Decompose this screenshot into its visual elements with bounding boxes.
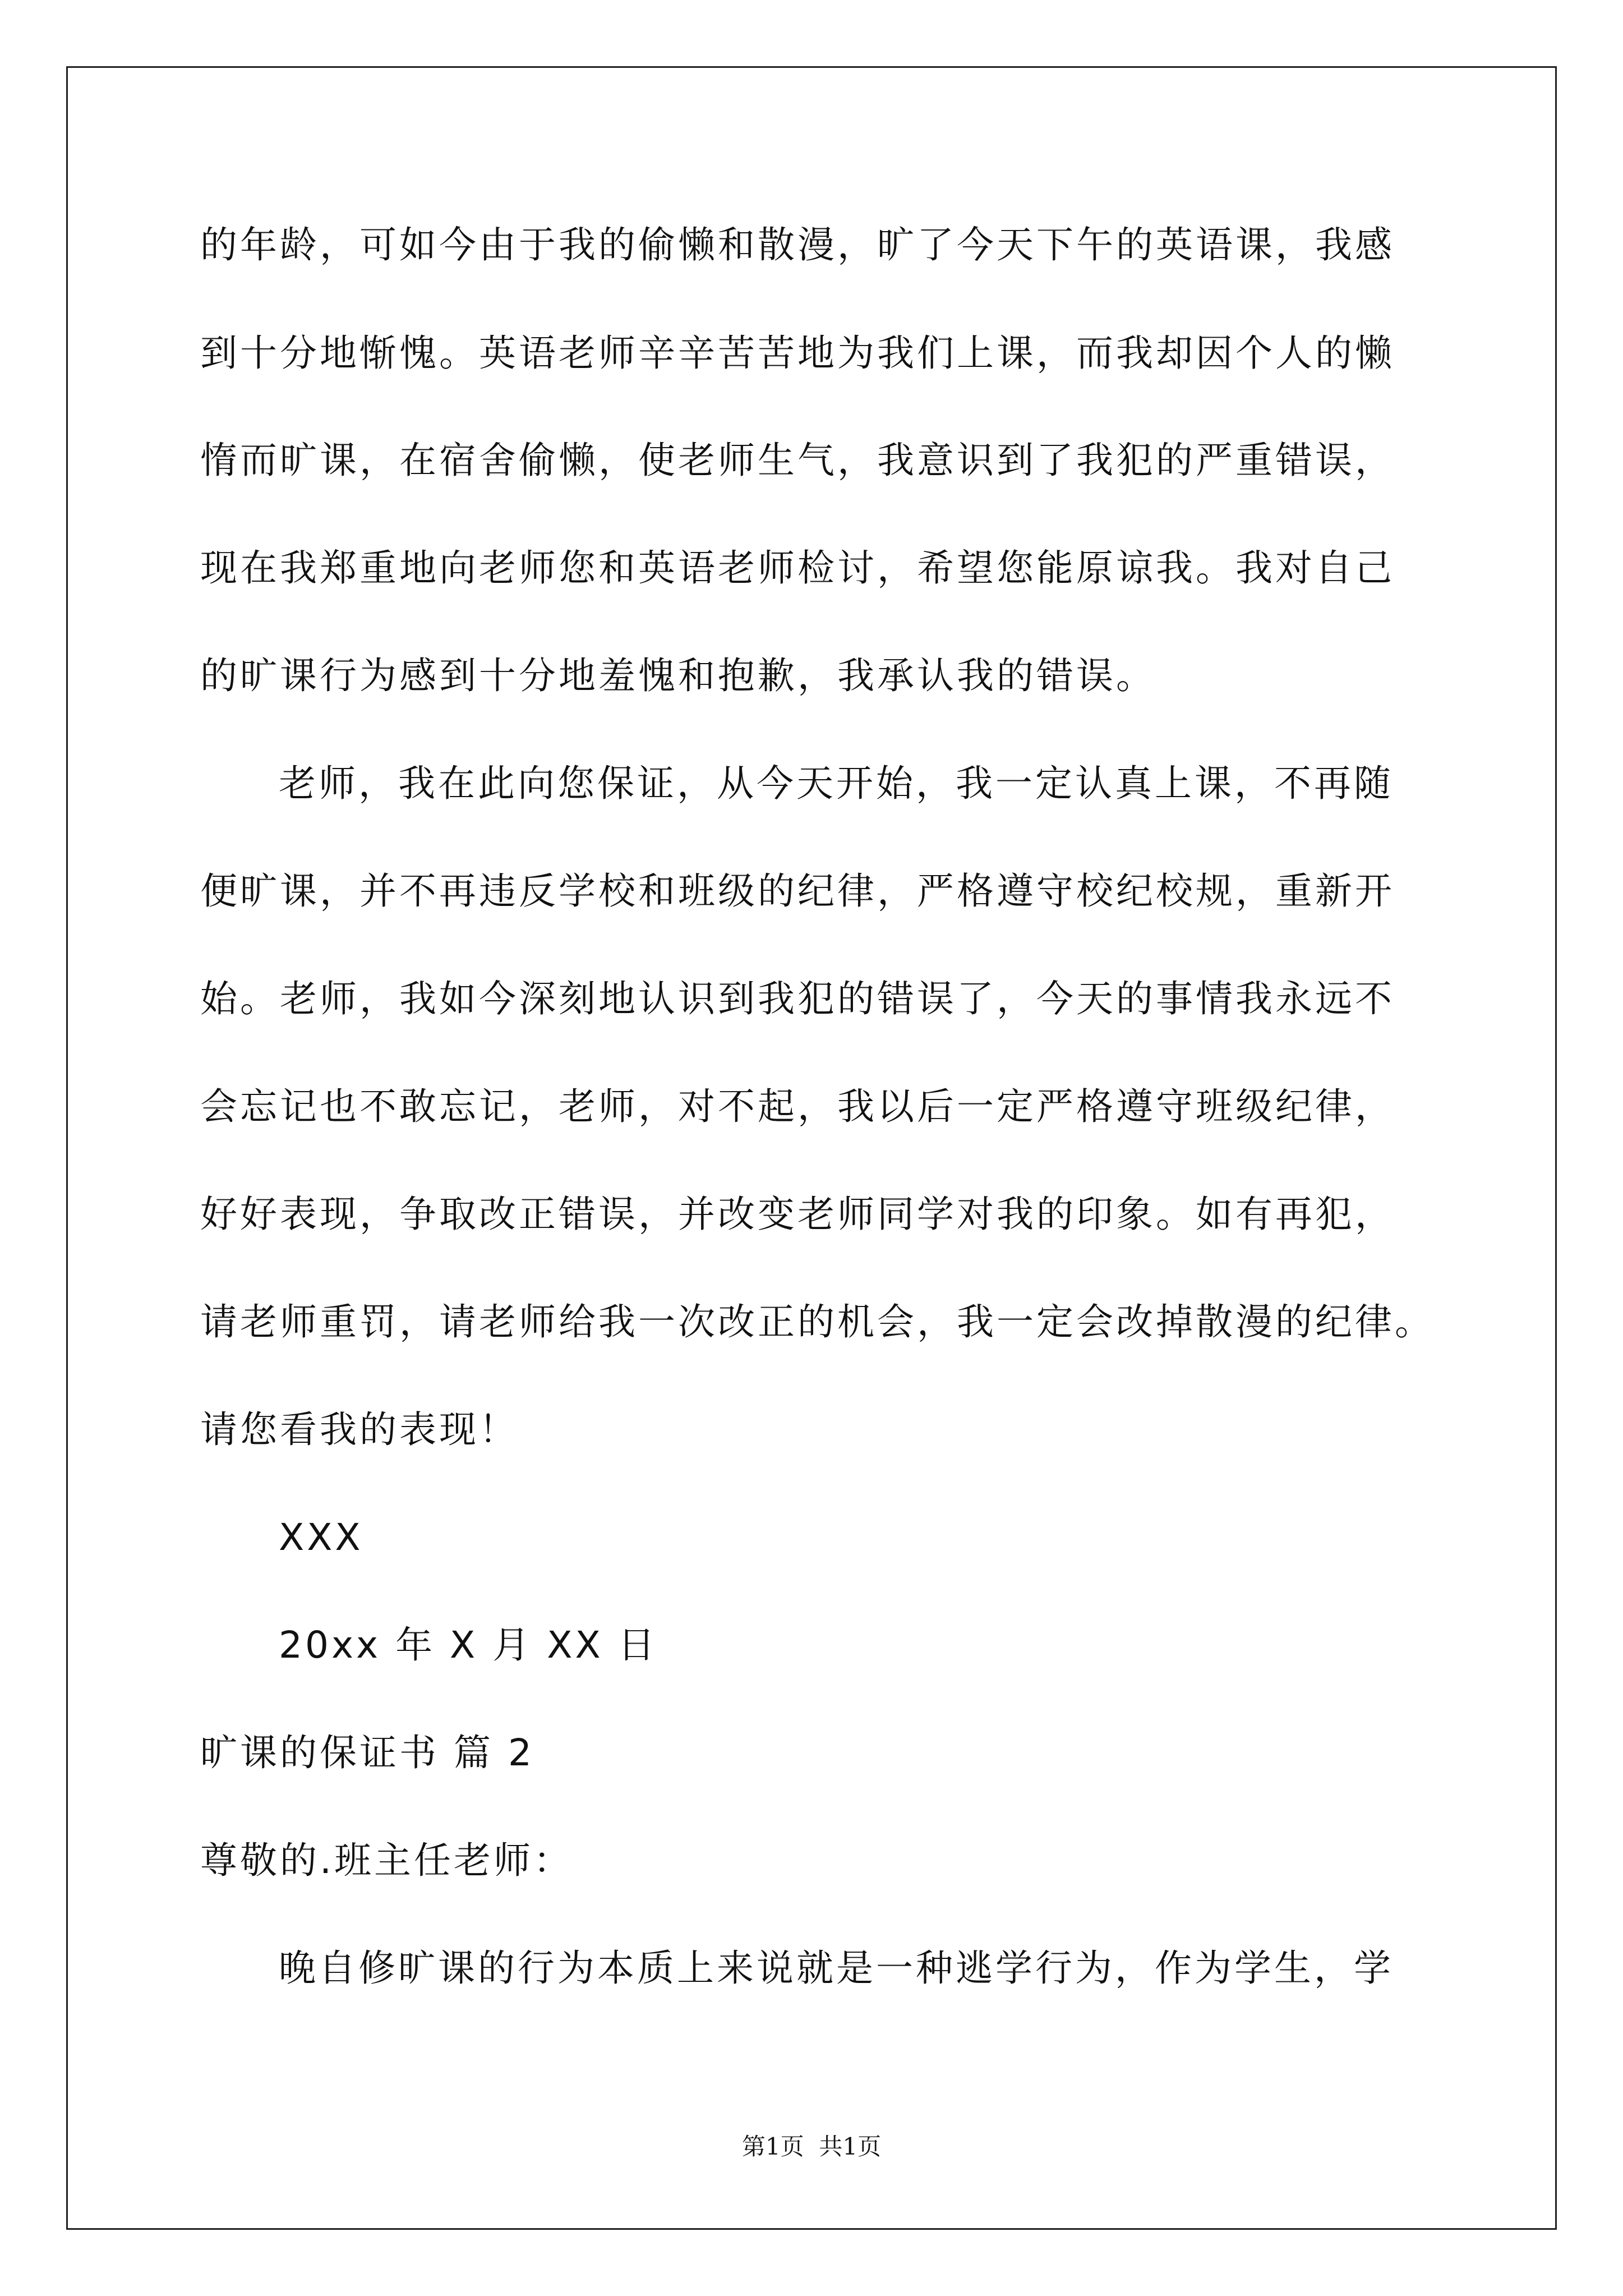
text-line: 请您看我的表现！ [200,1408,519,1451]
page-border [66,66,1557,2230]
paragraph-start-line: 老师，我在此向您保证，从今天开始，我一定认真上课，不再随 [279,762,1394,805]
text-line: 请老师重罚，请老师给我一次改正的机会，我一定会改掉散漫的纪律。 [200,1300,1435,1343]
text-line: 便旷课，并不再违反学校和班级的纪律，严格遵守校纪校规，重新开 [200,869,1395,913]
salutation: 尊敬的.班主任老师： [200,1839,573,1882]
signature-date: 20xx 年 X 月 XX 日 [279,1623,658,1667]
paragraph-start-line: 晚自修旷课的行为本质上来说就是一种逃学行为，作为学生，学 [279,1947,1394,1990]
text-line: 的旷课行为感到十分地羞愧和抱歉，我承认我的错误。 [200,654,1156,697]
text-line: 现在我郑重地向老师您和英语老师检讨，希望您能原谅我。我对自己 [200,546,1395,590]
section-title: 旷课的保证书 篇 2 [200,1731,534,1774]
page-footer: 第1页 共1页 [741,2133,882,2160]
text-line: 始。老师，我如今深刻地认识到我犯的错误了，今天的事情我永远不 [200,977,1395,1020]
text-line: 好好表现，争取改正错误，并改变老师同学对我的印象。如有再犯， [200,1193,1395,1236]
text-line: 到十分地惭愧。英语老师辛辛苦苦地为我们上课，而我却因个人的懒 [200,332,1395,375]
text-line: 的年龄，可如今由于我的偷懒和散漫，旷了今天下午的英语课，我感 [200,223,1395,266]
text-line: 惰而旷课，在宿舍偷懒，使老师生气，我意识到了我犯的严重错误， [200,439,1395,482]
signature-name: XXX [279,1516,363,1559]
text-line: 会忘记也不敢忘记，老师，对不起，我以后一定严格遵守班级纪律， [200,1085,1395,1128]
